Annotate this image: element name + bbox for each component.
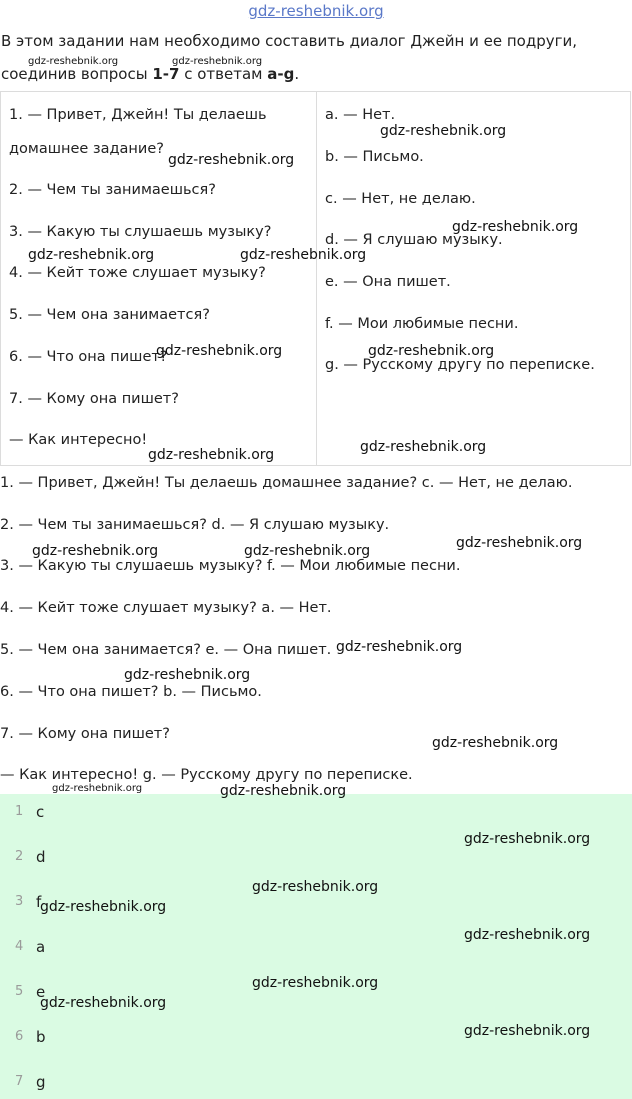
watermark: gdz-reshebnik.org [244, 543, 371, 559]
watermark: gdz-reshebnik.org [464, 831, 591, 847]
question-cell: — Как интересно! [9, 432, 148, 448]
watermark: gdz-reshebnik.org [28, 247, 155, 263]
answer-key-letter: g [36, 1073, 46, 1091]
answer-key-letter: d [36, 848, 46, 866]
question-cell: домашнее задание? [9, 141, 164, 157]
answer-key-letter: b [36, 1028, 46, 1046]
watermark: gdz-reshebnik.org [168, 152, 295, 168]
intro-text-e: . [294, 65, 300, 83]
watermark: gdz-reshebnik.org [124, 667, 251, 683]
dialogue-line: 3. — Какую ты слушаешь музыку? f. — Мои любимые песни. [0, 558, 461, 574]
answer-key-number: 7 [15, 1074, 24, 1089]
watermark: gdz-reshebnik.org [432, 735, 559, 751]
answer-key-letter: a [36, 938, 46, 956]
dialogue-line: 2. — Чем ты занимаешься? d. — Я слушаю музыку. [0, 517, 390, 533]
watermark: gdz-reshebnik.org [456, 535, 583, 551]
dialogue-line: 1. — Привет, Джейн! Ты делаешь домашнее задание? c. — Нет, не делаю. [0, 475, 573, 491]
dialogue-line: — Как интересно! g. — Русскому другу по переписке. [0, 767, 413, 783]
question-cell: 1. — Привет, Джейн! Ты делаешь [9, 107, 267, 123]
question-cell: 4. — Кейт тоже слушает музыку? [9, 265, 266, 281]
question-cell: 2. — Чем ты занимаешься? [9, 182, 216, 198]
answer-key-number: 6 [15, 1029, 24, 1044]
answer-cell: g. — Русскому другу по переписке. [325, 357, 595, 373]
watermark: gdz-reshebnik.org [148, 447, 275, 463]
question-cell: 5. — Чем она занимается? [9, 307, 210, 323]
question-cell: 7. — Кому она пишет? [9, 391, 179, 407]
watermark: gdz-reshebnik.org [368, 343, 495, 359]
answer-key-letter: f [36, 893, 42, 911]
answer-cell: b. — Письмо. [325, 149, 424, 165]
watermark: gdz-reshebnik.org [40, 899, 167, 915]
answer-cell: d. — Я слушаю музыку. [325, 232, 503, 248]
watermark: gdz-reshebnik.org [452, 219, 579, 235]
site-title[interactable]: gdz-reshebnik.org [248, 2, 384, 20]
watermark: gdz-reshebnik.org [172, 56, 263, 67]
answer-cell: c. — Нет, не делаю. [325, 191, 476, 207]
intro-line-1: В этом задании нам необходимо составить диалог Джейн и ее подруги, [1, 32, 578, 50]
watermark: gdz-reshebnik.org [252, 879, 379, 895]
watermark: gdz-reshebnik.org [40, 995, 167, 1011]
intro-line-2 [1, 65, 299, 83]
intro-text-a: соединив вопросы [1, 65, 153, 83]
watermark: gdz-reshebnik.org [252, 975, 379, 991]
watermark: gdz-reshebnik.org [32, 543, 159, 559]
matching-table [0, 91, 631, 466]
answer-cell: f. — Мои любимые песни. [325, 316, 519, 332]
answer-key-number: 4 [15, 939, 24, 954]
dialogue-line: 6. — Что она пишет? b. — Письмо. [0, 684, 262, 700]
answer-key-number: 2 [15, 849, 24, 864]
intro-range-answers: a-g [267, 65, 295, 83]
watermark: gdz-reshebnik.org [464, 927, 591, 943]
question-cell: 6. — Что она пишет? [9, 349, 168, 365]
watermark: gdz-reshebnik.org [28, 56, 119, 67]
answer-key-number: 5 [15, 984, 24, 999]
watermark: gdz-reshebnik.org [52, 783, 143, 794]
watermark: gdz-reshebnik.org [380, 123, 507, 139]
intro-text-c: с ответам [179, 65, 268, 83]
question-cell: 3. — Какую ты слушаешь музыку? [9, 224, 272, 240]
answer-key-letter: e [36, 983, 46, 1001]
watermark: gdz-reshebnik.org [360, 439, 487, 455]
watermark: gdz-reshebnik.org [464, 1023, 591, 1039]
dialogue-line: 7. — Кому она пишет? [0, 726, 170, 742]
table-divider [316, 92, 317, 465]
answer-cell: a. — Нет. [325, 107, 396, 123]
watermark: gdz-reshebnik.org [336, 639, 463, 655]
watermark: gdz-reshebnik.org [220, 783, 347, 799]
answer-key-number: 3 [15, 894, 24, 909]
watermark: gdz-reshebnik.org [156, 343, 283, 359]
answer-cell: e. — Она пишет. [325, 274, 451, 290]
intro-range-questions: 1-7 [152, 65, 180, 83]
watermark: gdz-reshebnik.org [240, 247, 367, 263]
dialogue-line: 4. — Кейт тоже слушает музыку? a. — Нет. [0, 600, 332, 616]
answer-key-letter: c [36, 803, 45, 821]
dialogue-line: 5. — Чем она занимается? e. — Она пишет. [0, 642, 332, 658]
answer-key-number: 1 [15, 804, 24, 819]
